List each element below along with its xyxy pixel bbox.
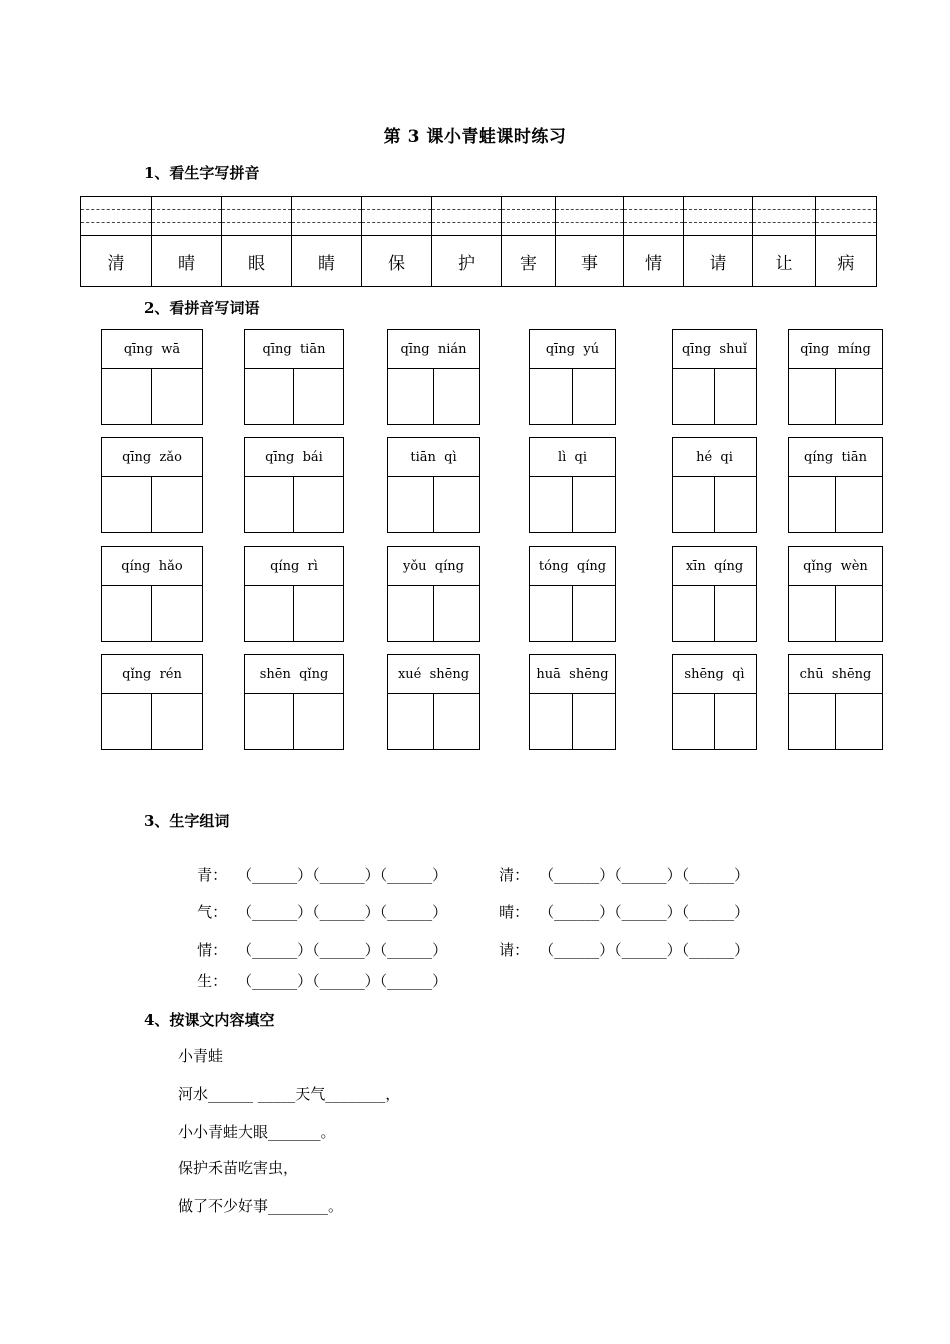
word-box xyxy=(788,654,883,750)
compose-blanks[interactable]: （______）（______）（______） xyxy=(237,941,448,959)
table-column xyxy=(361,197,431,286)
word-box xyxy=(529,546,616,642)
write-cell[interactable] xyxy=(673,369,715,424)
compose-blanks[interactable]: （______）（______）（______） xyxy=(539,866,750,884)
word-box xyxy=(387,437,480,533)
pinyin-write-area[interactable] xyxy=(222,197,291,236)
compose-character: 气： xyxy=(197,903,228,921)
write-cell[interactable] xyxy=(434,477,480,532)
word-box xyxy=(788,329,883,425)
table-character: 害 xyxy=(520,253,537,274)
table-column xyxy=(623,197,683,286)
write-cell[interactable] xyxy=(388,477,434,532)
write-cell[interactable] xyxy=(245,477,294,532)
pinyin-write-area[interactable] xyxy=(556,197,623,236)
word-box xyxy=(788,437,883,533)
word-box xyxy=(101,437,203,533)
word-pinyin: qīng tiān xyxy=(245,330,343,369)
write-cell[interactable] xyxy=(152,369,202,424)
word-pinyin: huā shēng xyxy=(530,655,615,694)
table-column xyxy=(291,197,361,286)
write-cell[interactable] xyxy=(836,586,883,641)
write-cell[interactable] xyxy=(245,586,294,641)
write-cell[interactable] xyxy=(294,694,343,749)
section1-heading: 1、看生字写拼音 xyxy=(144,164,260,182)
word-pinyin: qīng shuǐ xyxy=(673,330,756,369)
table-column xyxy=(683,197,752,286)
pinyin-write-area[interactable] xyxy=(816,197,876,236)
write-cell[interactable] xyxy=(152,477,202,532)
pinyin-write-area[interactable] xyxy=(432,197,501,236)
word-box xyxy=(101,329,203,425)
word-pinyin: qíng hǎo xyxy=(102,547,202,586)
pinyin-write-area[interactable] xyxy=(502,197,555,236)
table-character: 情 xyxy=(645,253,662,274)
write-cell[interactable] xyxy=(245,369,294,424)
word-pinyin: qīng zǎo xyxy=(102,438,202,477)
compose-character: 情： xyxy=(197,941,228,959)
word-box xyxy=(387,546,480,642)
write-cell[interactable] xyxy=(789,586,836,641)
write-cell[interactable] xyxy=(673,694,715,749)
word-box xyxy=(244,546,344,642)
character-pinyin-table xyxy=(80,196,877,287)
word-pinyin: qǐng wèn xyxy=(789,547,882,586)
write-cell[interactable] xyxy=(245,694,294,749)
write-cell[interactable] xyxy=(715,694,757,749)
word-pinyin: yǒu qíng xyxy=(388,547,479,586)
write-cell[interactable] xyxy=(836,477,883,532)
table-column xyxy=(151,197,221,286)
word-pinyin: shēng qì xyxy=(673,655,756,694)
write-cell[interactable] xyxy=(434,694,480,749)
write-cell[interactable] xyxy=(102,586,152,641)
poem-line[interactable]: 做了不少好事________。 xyxy=(178,1197,344,1215)
compose-blanks[interactable]: （______）（______）（______） xyxy=(237,972,448,990)
write-cell[interactable] xyxy=(573,369,616,424)
table-character: 病 xyxy=(837,253,855,274)
section4-heading: 4、按课文内容填空 xyxy=(144,1011,275,1029)
table-column xyxy=(431,197,501,286)
compose-character: 请： xyxy=(499,941,530,959)
poem-line[interactable]: 小小青蛙大眼_______。 xyxy=(178,1123,336,1141)
compose-character: 晴： xyxy=(499,903,530,921)
compose-blanks[interactable]: （______）（______）（______） xyxy=(237,903,448,921)
write-cell[interactable] xyxy=(530,586,573,641)
word-pinyin: lì qi xyxy=(530,438,615,477)
table-column xyxy=(501,197,555,286)
compose-row xyxy=(480,921,749,978)
write-cell[interactable] xyxy=(573,477,616,532)
word-pinyin: chū shēng xyxy=(789,655,882,694)
compose-blanks[interactable]: （______）（______）（______） xyxy=(539,903,750,921)
word-pinyin: qǐng rén xyxy=(102,655,202,694)
table-character: 事 xyxy=(581,253,598,274)
poem-line[interactable]: 河水______ _____天气________， xyxy=(178,1085,401,1103)
compose-blanks[interactable]: （______）（______）（______） xyxy=(237,866,448,884)
write-cell[interactable] xyxy=(789,369,836,424)
write-cell[interactable] xyxy=(152,694,202,749)
table-character: 请 xyxy=(709,253,727,274)
write-cell[interactable] xyxy=(673,477,715,532)
write-cell[interactable] xyxy=(434,586,480,641)
write-cell[interactable] xyxy=(294,369,343,424)
word-box xyxy=(788,546,883,642)
table-character: 让 xyxy=(775,253,793,274)
word-pinyin: qíng tiān xyxy=(789,438,882,477)
word-box xyxy=(529,654,616,750)
word-box xyxy=(672,329,757,425)
write-cell[interactable] xyxy=(836,369,883,424)
word-pinyin: tiān qì xyxy=(388,438,479,477)
write-cell[interactable] xyxy=(530,477,573,532)
word-box xyxy=(387,654,480,750)
word-pinyin: qīng bái xyxy=(245,438,343,477)
word-box xyxy=(101,546,203,642)
word-box xyxy=(244,437,344,533)
word-box xyxy=(387,329,480,425)
write-cell[interactable] xyxy=(715,477,757,532)
word-pinyin: xīn qíng xyxy=(673,547,756,586)
word-pinyin: qīng yú xyxy=(530,330,615,369)
table-column xyxy=(81,197,151,286)
write-cell[interactable] xyxy=(573,586,616,641)
word-pinyin: tóng qíng xyxy=(530,547,615,586)
write-cell[interactable] xyxy=(530,369,573,424)
pinyin-write-area[interactable] xyxy=(684,197,752,236)
word-box xyxy=(672,654,757,750)
table-character: 眼 xyxy=(248,253,265,274)
compose-character: 清： xyxy=(499,866,530,884)
poem-line: 保护禾苗吃害虫， xyxy=(178,1159,299,1177)
word-pinyin: qīng wā xyxy=(102,330,202,369)
word-pinyin: hé qi xyxy=(673,438,756,477)
table-column xyxy=(815,197,876,286)
compose-row xyxy=(178,952,447,1009)
word-pinyin: qīng nián xyxy=(388,330,479,369)
table-character: 晴 xyxy=(178,253,195,274)
write-cell[interactable] xyxy=(388,694,434,749)
table-character: 睛 xyxy=(318,253,335,274)
word-box xyxy=(244,654,344,750)
word-box xyxy=(672,546,757,642)
word-box xyxy=(672,437,757,533)
table-column xyxy=(752,197,815,286)
page-title: 第 3 课小青蛙课时练习 xyxy=(383,127,567,147)
word-pinyin: qíng rì xyxy=(245,547,343,586)
table-character: 保 xyxy=(388,253,405,274)
section2-heading: 2、看拼音写词语 xyxy=(144,299,260,317)
section3-heading: 3、生字组词 xyxy=(144,812,230,830)
write-cell[interactable] xyxy=(673,586,715,641)
write-cell[interactable] xyxy=(715,369,757,424)
word-box xyxy=(529,329,616,425)
pinyin-write-area[interactable] xyxy=(362,197,431,236)
word-pinyin: xué shēng xyxy=(388,655,479,694)
write-cell[interactable] xyxy=(294,586,343,641)
write-cell[interactable] xyxy=(388,586,434,641)
write-cell[interactable] xyxy=(836,694,883,749)
write-cell[interactable] xyxy=(789,477,836,532)
write-cell[interactable] xyxy=(102,369,152,424)
write-cell[interactable] xyxy=(530,694,573,749)
word-box xyxy=(244,329,344,425)
word-pinyin: qīng míng xyxy=(789,330,882,369)
write-cell[interactable] xyxy=(388,369,434,424)
pinyin-write-area[interactable] xyxy=(292,197,361,236)
table-character: 清 xyxy=(107,253,125,274)
compose-blanks[interactable]: （______）（______）（______） xyxy=(539,941,750,959)
write-cell[interactable] xyxy=(715,586,757,641)
pinyin-write-area[interactable] xyxy=(753,197,815,236)
write-cell[interactable] xyxy=(102,477,152,532)
word-box xyxy=(101,654,203,750)
write-cell[interactable] xyxy=(573,694,616,749)
write-cell[interactable] xyxy=(434,369,480,424)
poem-title: 小青蛙 xyxy=(178,1047,224,1065)
write-cell[interactable] xyxy=(152,586,202,641)
pinyin-write-area[interactable] xyxy=(624,197,683,236)
write-cell[interactable] xyxy=(102,694,152,749)
table-character: 护 xyxy=(458,253,475,274)
table-column xyxy=(221,197,291,286)
pinyin-write-area[interactable] xyxy=(152,197,221,236)
write-cell[interactable] xyxy=(294,477,343,532)
compose-character: 生： xyxy=(197,972,228,990)
word-pinyin: shēn qǐng xyxy=(245,655,343,694)
compose-character: 青： xyxy=(197,866,228,884)
pinyin-write-area[interactable] xyxy=(81,197,151,236)
word-box xyxy=(529,437,616,533)
table-column xyxy=(555,197,623,286)
write-cell[interactable] xyxy=(789,694,836,749)
